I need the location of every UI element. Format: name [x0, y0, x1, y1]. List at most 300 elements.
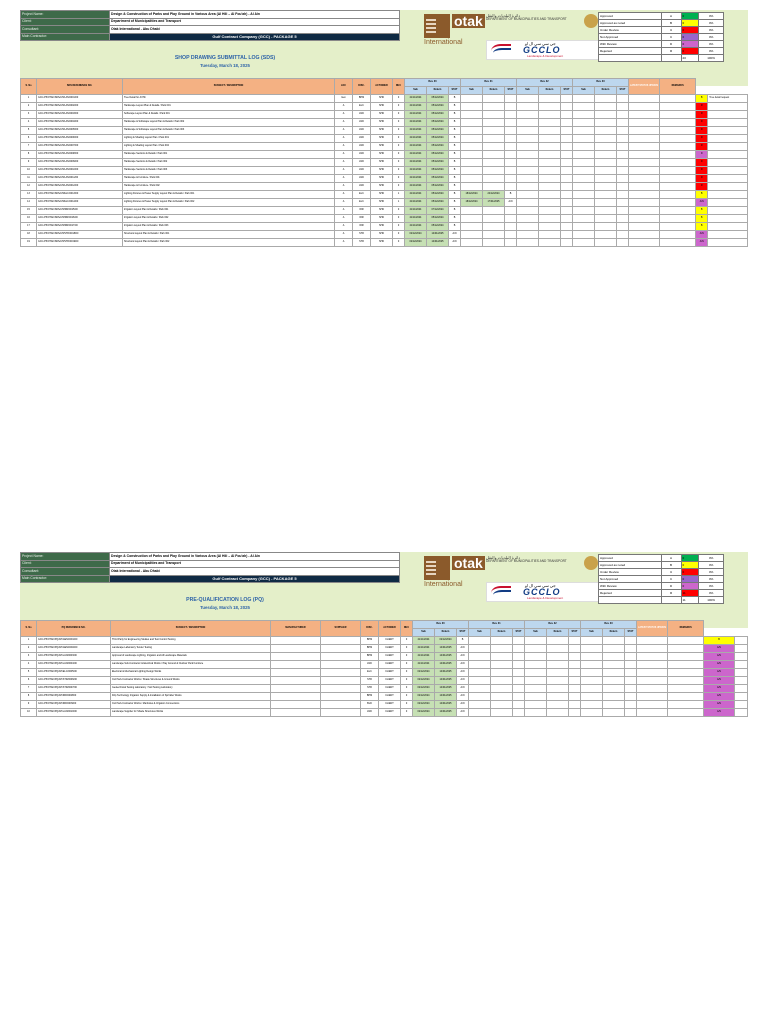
table-cell	[581, 709, 603, 717]
table-cell	[321, 661, 361, 669]
table-row[interactable]	[21, 183, 748, 191]
table-cell: GCC-P5/OTAK/SDS/AH/STR/0019/00	[37, 239, 123, 247]
table-cell	[617, 119, 629, 127]
table-cell	[573, 223, 595, 231]
table-cell	[625, 669, 637, 677]
table-cell	[629, 223, 660, 231]
legend-code: A	[661, 13, 681, 20]
table-cell: 02/12/2024	[413, 677, 435, 685]
table-row[interactable]	[21, 151, 748, 159]
table-cell	[525, 653, 547, 661]
legend-percent: 100%	[699, 55, 724, 62]
table-cell: 0	[401, 685, 413, 693]
table-cell	[491, 685, 513, 693]
table-cell: A/N	[457, 677, 469, 685]
table-cell: Hardscape & Softscape Layout Plan & Details / Park 002	[123, 119, 335, 127]
subcol-return: Return	[483, 87, 505, 95]
table-cell: GCC-P5/OTAK/SDS/AH/LAN/0011/00	[37, 175, 123, 183]
subcol-stat: STAT	[625, 629, 637, 637]
table-cell	[539, 111, 561, 119]
sds-date: Tuesday, March 18, 2025	[200, 63, 250, 69]
project-name: Design & Construction of Parks and Play Ground in Various Area (Al Hili – Al Fou'ah) - Al Ain	[110, 11, 400, 19]
table-cell: B	[449, 111, 461, 119]
table-cell: 21/11/2024	[405, 103, 427, 111]
latest-status-cell: A/N	[704, 645, 735, 653]
table-row[interactable]	[21, 637, 748, 645]
table-cell: STR	[361, 685, 379, 693]
table-cell: 24/12/2024	[483, 191, 505, 199]
col-ref: SDS REFERENCE NO.	[37, 79, 123, 95]
table-cell: 21/11/2024	[405, 95, 427, 103]
table-cell	[547, 685, 569, 693]
sds-header-row	[21, 79, 748, 87]
latest-status-cell: B	[696, 207, 708, 215]
table-cell: SHD	[371, 143, 393, 151]
legend-name: Not Approved	[599, 34, 662, 41]
table-cell: 0	[393, 175, 405, 183]
remarks-cell	[708, 199, 748, 207]
table-cell: BPM	[361, 693, 379, 701]
legend-name: Rejected	[599, 48, 662, 55]
table-cell: GCC-P5/OTAK/PQ/AH/GEN/0001/00	[37, 637, 111, 645]
table-cell: B	[449, 215, 461, 223]
table-cell: 02/12/2024	[435, 637, 457, 645]
table-cell	[525, 669, 547, 677]
table-cell	[595, 231, 617, 239]
legend-name: Rejected	[599, 590, 662, 597]
pq-title: PRE-QUALIFICATION LOG (PQ)	[186, 597, 264, 603]
table-cell: 02/12/2024	[413, 669, 435, 677]
table-cell	[595, 103, 617, 111]
table-cell: LND	[353, 143, 371, 151]
table-cell: Lighting & Shading Layout Plan / Park 002	[123, 143, 335, 151]
table-cell: 1	[21, 637, 37, 645]
table-cell	[625, 701, 637, 709]
table-cell: 14/01/2025	[427, 231, 449, 239]
table-cell: Approval of Landscape Lighting, Irrigation and All Landscape Materials	[111, 653, 271, 661]
table-cell	[461, 231, 483, 239]
table-cell	[517, 167, 539, 175]
table-cell	[595, 95, 617, 103]
table-cell: 9	[21, 159, 37, 167]
latest-status-cell: A/N	[704, 693, 735, 701]
table-cell: CLIENT	[379, 637, 401, 645]
table-cell: A	[335, 159, 353, 167]
table-cell	[321, 637, 361, 645]
table-cell	[483, 127, 505, 135]
table-cell: 21/11/2024	[413, 653, 435, 661]
table-cell	[561, 103, 573, 111]
table-cell	[525, 645, 547, 653]
table-cell	[573, 135, 595, 143]
table-row[interactable]	[21, 231, 748, 239]
table-cell	[547, 661, 569, 669]
table-cell: B	[449, 223, 461, 231]
pq-header-row	[21, 621, 748, 629]
table-cell: GCC-P5/OTAK/SDS/AH/IRR/0015/00	[37, 207, 123, 215]
legend-swatch: 0	[681, 20, 699, 27]
table-cell	[517, 207, 539, 215]
subcol-sub: Sub	[413, 629, 435, 637]
remarks-cell	[708, 223, 748, 231]
table-cell: B	[449, 103, 461, 111]
table-cell	[461, 159, 483, 167]
table-cell: LND	[353, 159, 371, 167]
table-cell: 14/01/2025	[435, 693, 457, 701]
table-cell: SHD	[371, 151, 393, 159]
table-cell	[660, 159, 696, 167]
table-cell	[617, 127, 629, 135]
table-cell	[539, 103, 561, 111]
table-cell	[517, 183, 539, 191]
table-cell: 0	[393, 231, 405, 239]
table-cell: SHD	[371, 223, 393, 231]
table-row[interactable]	[21, 103, 748, 111]
table-cell	[517, 175, 539, 183]
table-cell	[603, 653, 625, 661]
table-cell	[505, 207, 517, 215]
table-cell	[505, 167, 517, 175]
table-cell	[321, 701, 361, 709]
table-cell	[469, 653, 491, 661]
table-row[interactable]	[21, 175, 748, 183]
table-cell: SHD	[371, 231, 393, 239]
table-cell: SHD	[371, 127, 393, 135]
contractor-name: Gulf Contract Company (GCC) - PACKAGE 5	[110, 33, 400, 41]
table-cell	[561, 167, 573, 175]
sds-title: SHOP DRAWING SUBMITTAL LOG (SDS)	[174, 55, 276, 61]
legend-code	[661, 55, 681, 62]
latest-status-cell: A/N	[704, 677, 735, 685]
table-cell	[569, 693, 581, 701]
table-cell	[271, 709, 321, 717]
table-cell	[595, 151, 617, 159]
table-cell	[483, 151, 505, 159]
legend-percent: 0%	[699, 34, 724, 41]
table-cell	[539, 119, 561, 127]
table-cell: LND	[353, 183, 371, 191]
table-cell: Landscape Laboratory Tender Testing	[111, 645, 271, 653]
table-cell	[513, 637, 525, 645]
table-cell: Lighting Fixtures & Power Supply Layout Plan & Details / Park 001	[123, 191, 335, 199]
table-row[interactable]	[21, 127, 748, 135]
table-row[interactable]	[21, 709, 748, 717]
table-cell	[637, 661, 668, 669]
table-row[interactable]	[21, 119, 748, 127]
table-cell: 14/01/2025	[435, 653, 457, 661]
table-cell: ELC	[353, 191, 371, 199]
legend-swatch: 0	[681, 562, 699, 569]
table-cell	[625, 653, 637, 661]
legend-percent: 0%	[699, 13, 724, 20]
table-cell	[595, 175, 617, 183]
table-cell	[483, 103, 505, 111]
table-cell	[271, 637, 321, 645]
table-cell	[617, 231, 629, 239]
table-cell: 0	[401, 653, 413, 661]
table-cell: 05/12/2024	[427, 103, 449, 111]
table-cell	[525, 677, 547, 685]
table-cell	[573, 231, 595, 239]
table-cell: B	[449, 207, 461, 215]
table-cell	[573, 183, 595, 191]
col-subject: SUBJECT / DESCRIPTION	[123, 79, 335, 95]
legend-name: With Review	[599, 583, 662, 590]
table-cell: 0	[393, 239, 405, 247]
table-cell	[625, 685, 637, 693]
subcol-return: Return	[547, 629, 569, 637]
table-cell: CLIENT	[379, 677, 401, 685]
table-cell	[668, 693, 704, 701]
table-row[interactable]	[21, 207, 748, 215]
table-cell	[539, 127, 561, 135]
table-row[interactable]	[21, 685, 748, 693]
table-cell	[461, 167, 483, 175]
table-cell: 14/01/2025	[435, 685, 457, 693]
table-cell: 0	[393, 111, 405, 119]
table-cell	[539, 159, 561, 167]
table-cell	[547, 669, 569, 677]
table-cell: 21/11/2024	[405, 135, 427, 143]
table-cell	[660, 175, 696, 183]
table-cell	[573, 239, 595, 247]
table-cell	[595, 143, 617, 151]
table-cell	[517, 191, 539, 199]
legend-code	[661, 597, 681, 604]
table-cell	[617, 143, 629, 151]
table-cell: GCC-P5/OTAK/SDS/AH/IRR/0016/00	[37, 215, 123, 223]
table-cell: CLIENT	[379, 693, 401, 701]
table-cell	[625, 693, 637, 701]
table-row[interactable]	[21, 215, 748, 223]
table-cell	[668, 709, 704, 717]
table-cell: LND	[353, 135, 371, 143]
table-cell: SHD	[371, 119, 393, 127]
table-cell	[573, 159, 595, 167]
table-cell	[629, 175, 660, 183]
table-cell: B	[449, 143, 461, 151]
col-rev01: Rev. 01	[461, 79, 517, 87]
table-cell: GCC-P5/OTAK/SDS/AH/LAN/0006/00	[37, 135, 123, 143]
table-cell	[561, 143, 573, 151]
table-cell	[617, 207, 629, 215]
table-cell	[668, 653, 704, 661]
table-cell	[581, 669, 603, 677]
table-cell: GCC-P5/OTAK/SDS/AH/LAN/0012/00	[37, 183, 123, 191]
table-row[interactable]	[21, 669, 748, 677]
table-cell	[547, 653, 569, 661]
table-cell: Irrigation Layout Plan & Details / Park 002	[123, 215, 335, 223]
table-cell	[629, 159, 660, 167]
table-cell	[573, 103, 595, 111]
table-row[interactable]	[21, 701, 748, 709]
legend-row	[599, 576, 724, 583]
table-cell: 0	[401, 693, 413, 701]
table-cell: Drip Technology Irrigation Supply & Installation of Sprinkler Works	[111, 693, 271, 701]
remarks-cell	[708, 103, 748, 111]
table-row[interactable]	[21, 167, 748, 175]
table-cell: A/N	[457, 669, 469, 677]
table-cell: GCC-P5/OTAK/SDS/AH/LAN/0008/00	[37, 151, 123, 159]
legend-code: B	[661, 20, 681, 27]
table-row[interactable]	[21, 661, 748, 669]
table-cell	[469, 709, 491, 717]
table-row[interactable]	[21, 143, 748, 151]
table-cell	[483, 239, 505, 247]
subcol-stat: STAT	[561, 87, 573, 95]
table-cell	[603, 645, 625, 653]
legend-swatch: 0	[681, 13, 699, 20]
table-row[interactable]	[21, 111, 748, 119]
remarks-cell	[708, 143, 748, 151]
table-row[interactable]	[21, 191, 748, 199]
legend-percent: 0%	[699, 555, 724, 562]
table-cell: Lighting Fixtures & Power Supply Layout Plan & Details / Park 002	[123, 199, 335, 207]
table-cell	[461, 207, 483, 215]
table-cell	[637, 653, 668, 661]
table-cell	[603, 677, 625, 685]
col-rev: REV.	[401, 621, 413, 637]
table-cell	[581, 637, 603, 645]
legend-swatch: 0	[681, 569, 699, 576]
latest-status-cell: B	[696, 215, 708, 223]
table-cell: 05/12/2024	[427, 191, 449, 199]
table-cell	[595, 199, 617, 207]
table-cell: CLIENT	[379, 653, 401, 661]
table-cell: BPM	[361, 645, 379, 653]
table-cell	[629, 111, 660, 119]
table-cell: GCC-P5/OTAK/PQ/AH/ELC/0005/00	[37, 669, 111, 677]
col-remarks: REMARKS	[660, 79, 696, 95]
table-cell	[271, 669, 321, 677]
table-row[interactable]	[21, 199, 748, 207]
table-cell	[629, 199, 660, 207]
table-cell	[595, 215, 617, 223]
table-cell	[469, 669, 491, 677]
table-cell: 05/12/2024	[427, 175, 449, 183]
table-cell	[539, 215, 561, 223]
sds-sheet	[20, 10, 748, 255]
table-cell: 0	[393, 215, 405, 223]
table-cell	[539, 167, 561, 175]
subcol-sub: Sub	[517, 87, 539, 95]
table-cell: A/N	[449, 231, 461, 239]
table-cell	[271, 701, 321, 709]
subcol-return: Return	[595, 87, 617, 95]
table-cell	[629, 215, 660, 223]
table-cell	[505, 95, 517, 103]
table-cell	[660, 127, 696, 135]
table-cell	[513, 701, 525, 709]
table-cell	[525, 709, 547, 717]
table-cell	[573, 199, 595, 207]
table-cell: SHD	[371, 215, 393, 223]
table-cell	[461, 103, 483, 111]
legend-row	[599, 597, 724, 604]
table-cell	[561, 183, 573, 191]
table-cell: ELC	[361, 669, 379, 677]
table-cell: B	[457, 637, 469, 645]
table-cell: 3	[21, 111, 37, 119]
remarks-cell	[708, 127, 748, 135]
legend-name: Under Review	[599, 569, 662, 576]
table-cell	[617, 183, 629, 191]
client-label: Client:	[21, 560, 110, 568]
table-row[interactable]	[21, 95, 748, 103]
table-cell	[569, 709, 581, 717]
table-cell	[629, 167, 660, 175]
table-cell	[469, 661, 491, 669]
table-cell	[561, 239, 573, 247]
remarks-cell	[708, 183, 748, 191]
table-cell	[581, 685, 603, 693]
table-cell: SHD	[371, 103, 393, 111]
table-row[interactable]	[21, 135, 748, 143]
table-cell: 9	[21, 701, 37, 709]
table-cell: 05/12/2024	[427, 95, 449, 103]
table-cell: 17/01/2025	[483, 199, 505, 207]
table-cell: GCC-P5/OTAK/SDS/AH/STR/0018/00	[37, 231, 123, 239]
sds-rows	[21, 95, 748, 247]
table-cell: 4	[21, 119, 37, 127]
table-cell: B	[449, 191, 461, 199]
col-rev03: Rev. 03	[573, 79, 629, 87]
latest-status-cell: A/N	[704, 669, 735, 677]
table-row[interactable]	[21, 653, 748, 661]
legend-code: C	[661, 576, 681, 583]
remarks-cell	[734, 709, 747, 717]
project-name-label: Project Name:	[21, 553, 110, 561]
table-cell	[505, 135, 517, 143]
latest-status-cell: R	[696, 135, 708, 143]
table-row[interactable]	[21, 677, 748, 685]
table-cell	[668, 701, 704, 709]
table-cell	[517, 159, 539, 167]
table-cell	[517, 239, 539, 247]
subcol-sub: Sub	[405, 87, 427, 95]
table-cell	[629, 95, 660, 103]
table-row[interactable]	[21, 239, 748, 247]
remarks-cell	[708, 191, 748, 199]
table-cell	[617, 215, 629, 223]
table-cell	[595, 167, 617, 175]
latest-status-cell: R	[696, 119, 708, 127]
table-cell	[547, 701, 569, 709]
table-cell	[561, 191, 573, 199]
legend-code: R	[661, 590, 681, 597]
table-cell	[660, 167, 696, 175]
table-row[interactable]	[21, 693, 748, 701]
table-cell: A	[335, 119, 353, 127]
table-cell	[561, 199, 573, 207]
otak-logo	[424, 13, 483, 50]
table-cell: A/N	[457, 701, 469, 709]
table-cell	[483, 231, 505, 239]
table-cell: 21/11/2024	[405, 191, 427, 199]
col-rev00: Rev. 00	[413, 621, 469, 629]
table-row[interactable]	[21, 223, 748, 231]
subcol-stat: STAT	[449, 87, 461, 95]
table-cell: 12	[21, 183, 37, 191]
table-row[interactable]	[21, 645, 748, 653]
table-cell: Hardscape Layout Plan & Details / Park 001	[123, 103, 335, 111]
table-cell	[581, 645, 603, 653]
table-row[interactable]	[21, 159, 748, 167]
table-cell: 7	[21, 685, 37, 693]
table-cell: A	[335, 183, 353, 191]
table-cell: 1	[393, 199, 405, 207]
table-cell: 21/11/2024	[405, 207, 427, 215]
